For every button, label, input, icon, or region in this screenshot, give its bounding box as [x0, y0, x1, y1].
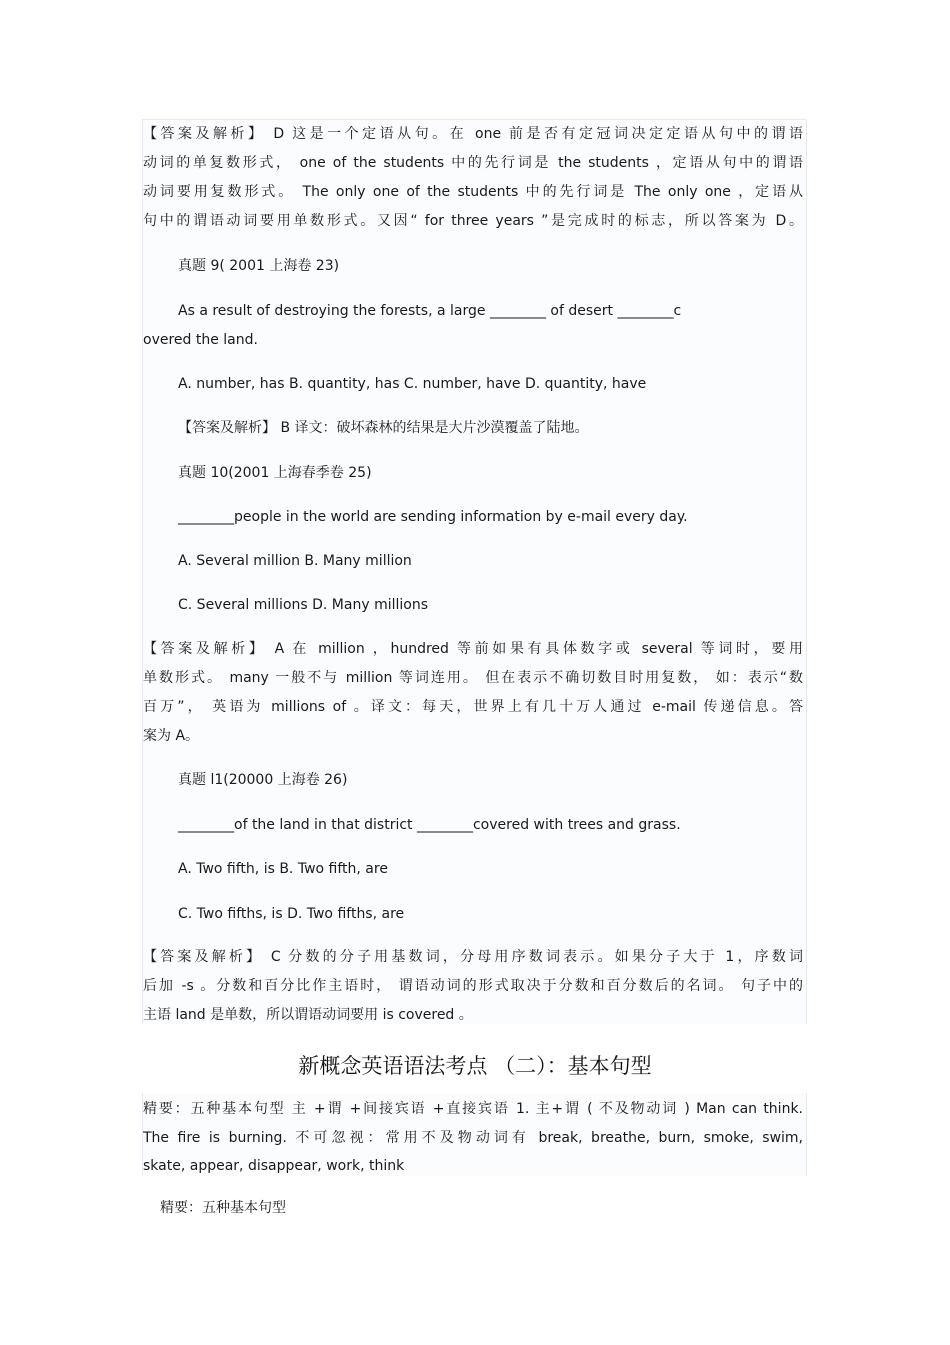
- question-11-header: 真题 l1(20000 上海卷 26): [178, 772, 348, 788]
- question-11-stem: ________of the land in that district ________covered with trees and grass.: [178, 817, 681, 833]
- question-10-options-1: A. Several million B. Many million: [178, 553, 412, 569]
- question-11-options-1: A. Two fifth, is B. Two fifth, are: [178, 861, 388, 877]
- question-11-options-2: C. Two fifths, is D. Two fifths, are: [178, 906, 405, 922]
- answer-10-line-2: 单数形式。 many 一般不与 million 等词连用。 但在表示不确切数目时用复数， 如：表示“数: [143, 670, 803, 686]
- answer-11-line-2: 后加 -s 。分数和百分比作主语时， 谓语动词的形式取决于分数和百分数后的名词。 句子中的: [143, 978, 803, 994]
- question-9-stem: As a result of destroying the forests, a large ________ of desert ________c: [178, 303, 682, 319]
- answer-8-line-1: 【答案及解析】 D 这是一个定语从句。在 one 前是否有定冠词决定定语从句中的谓语: [143, 126, 803, 142]
- answer-10-line-4: 案为 A。: [143, 728, 200, 744]
- question-10-header: 真题 10(2001 上海春季卷 25): [178, 465, 372, 481]
- question-9-header: 真题 9( 2001 上海卷 23): [178, 258, 340, 274]
- question-9-stem-cont: overed the land.: [143, 332, 258, 348]
- answer-10-line-3: 百万”， 英语为 millions of 。译文：每天，世界上有几十万人通过 e-mail 传递信息。答: [143, 699, 803, 715]
- question-10-options-2: C. Several millions D. Many millions: [178, 597, 429, 613]
- answer-11-line-3: 主语 land 是单数，所以谓语动词要用 is covered 。: [143, 1007, 473, 1023]
- content-box-summary: [142, 1093, 807, 1176]
- summary-line-1: 精要：五种基本句型 主 +谓 +间接宾语 +直接宾语 1. 主+谓 ( 不及物动词 ) Man can think.: [143, 1101, 803, 1117]
- answer-10-line-1: 【答案及解析】 A 在 million ，hundred 等前如果有具体数字或 several 等词时，要用: [143, 641, 803, 657]
- content-box-questions: [142, 119, 807, 1024]
- section-title: 新概念英语语法考点 （二）：基本句型: [298, 1054, 652, 1078]
- question-10-stem: ________people in the world are sending information by e-mail every day.: [178, 509, 688, 525]
- answer-8-line-3: 动词要用复数形式。 The only one of the students 中的先行词是 The only one ，定语从: [143, 184, 803, 200]
- answer-8-line-4: 句中的谓语动词要用单数形式。又因“ for three years ”是完成时的标志，所以答案为 D。: [143, 213, 803, 229]
- summary-repeat: 精要：五种基本句型: [160, 1200, 286, 1216]
- summary-line-2: The fire is burning. 不可忽视：常用不及物动词有 break, breathe, burn, smoke, swim,: [143, 1130, 803, 1146]
- answer-8-line-2: 动词的单复数形式， one of the students 中的先行词是 the students ，定语从句中的谓语: [143, 155, 803, 171]
- question-9-options: A. number, has B. quantity, has C. number, have D. quantity, have: [178, 376, 647, 392]
- question-9-answer: 【答案及解析】 B 译文：破坏森林的结果是大片沙漠覆盖了陆地。: [178, 420, 589, 436]
- answer-11-line-1: 【答案及解析】 C 分数的分子用基数词，分母用序数词表示。如果分子大于 1，序数词: [143, 949, 803, 965]
- summary-line-3: skate, appear, disappear, work, think: [143, 1158, 405, 1174]
